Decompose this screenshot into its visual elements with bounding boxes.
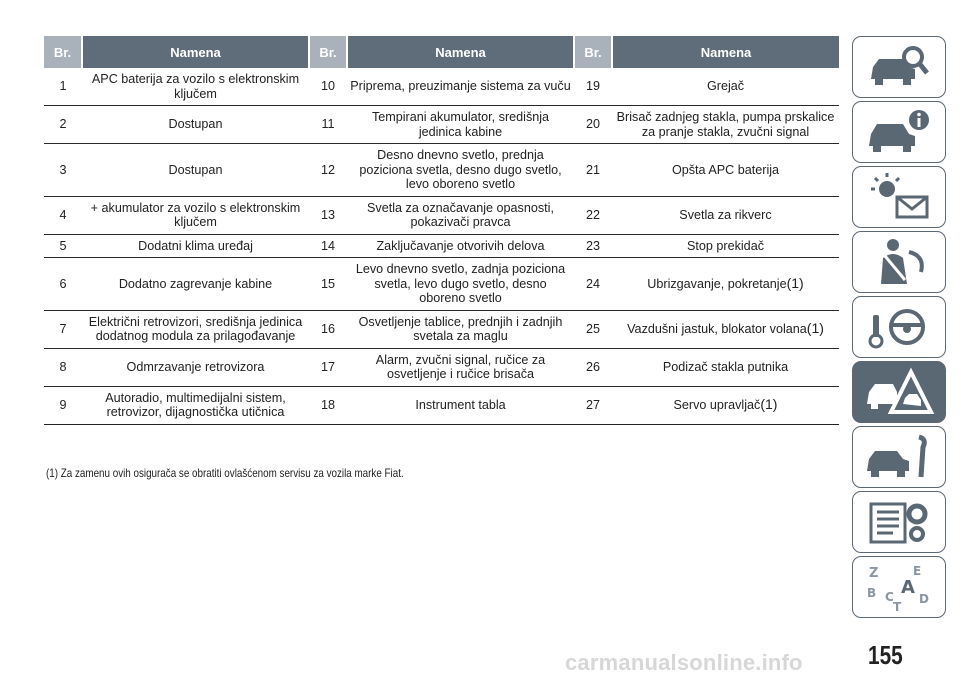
car-info-icon <box>863 106 935 158</box>
index-letter: Z <box>869 566 879 581</box>
car-search-icon <box>863 41 935 93</box>
chapter-tab-maintenance[interactable] <box>852 426 946 488</box>
table-row <box>44 258 839 311</box>
fuse-purpose <box>612 348 839 386</box>
header-purpose: Namena <box>612 36 839 68</box>
fuse-number: 24 <box>574 258 612 311</box>
header-purpose: Namena <box>347 36 574 68</box>
fuse-purpose-text: Brisač zadnjeg stakla, pumpa prskalice za pranje stakla, zvučni signal <box>616 110 835 139</box>
fuse-purpose <box>82 106 309 144</box>
index-letter: E <box>913 564 922 578</box>
fuse-number: 27 <box>574 386 612 424</box>
table-row <box>44 68 839 106</box>
fuse-number: 1 <box>44 68 82 106</box>
fuse-purpose <box>82 386 309 424</box>
fuse-table-body <box>44 68 839 424</box>
fuse-purpose <box>347 310 574 348</box>
fuse-purpose-text: Instrument tabla <box>415 397 506 412</box>
fuse-number: 10 <box>309 68 347 106</box>
fuse-number: 18 <box>309 386 347 424</box>
fuse-purpose <box>82 348 309 386</box>
alphabetical-index-icon <box>863 561 935 613</box>
fuse-purpose-text: Dostupan <box>168 162 223 177</box>
fuse-purpose-text: APC baterija za vozilo s elektronskim ključem <box>91 72 300 101</box>
chapter-tab-seats-airbag[interactable] <box>852 231 946 293</box>
chapter-tab-index[interactable] <box>852 556 946 618</box>
index-letter: T <box>893 600 902 613</box>
fuse-number: 11 <box>309 106 347 144</box>
fuse-purpose <box>612 258 839 311</box>
chapter-side-nav <box>852 36 946 621</box>
key-steering-wheel-icon <box>863 301 935 353</box>
table-row <box>44 348 839 386</box>
fuse-number: 14 <box>309 234 347 258</box>
chapter-tab-knowing-vehicle[interactable] <box>852 36 946 98</box>
fuse-purpose <box>82 310 309 348</box>
fuse-table-header <box>44 36 839 68</box>
fuse-number: 26 <box>574 348 612 386</box>
fuse-number: 17 <box>309 348 347 386</box>
fuse-purpose-text: Svetla za označavanje opasnosti, pokazivači pravca <box>367 200 554 229</box>
fuse-purpose-text: Električni retrovizori, središnja jedinica dodatnog modula za prilagođavanje <box>88 314 303 343</box>
fuse-purpose <box>82 144 309 197</box>
fuse-purpose-text: Vazdušni jastuk, blokator volana <box>627 322 807 337</box>
fuse-number: 16 <box>309 310 347 348</box>
index-letter: B <box>867 586 877 600</box>
chapter-tab-technical-data[interactable] <box>852 491 946 553</box>
chapter-tab-safety[interactable] <box>852 101 946 163</box>
table-row <box>44 310 839 348</box>
header-number: Br. <box>44 36 82 68</box>
fuse-purpose <box>82 196 309 234</box>
fuse-purpose <box>347 348 574 386</box>
table-row <box>44 196 839 234</box>
fuse-purpose-text: Zaključavanje otvorivih delova <box>376 238 545 253</box>
fuse-number: 19 <box>574 68 612 106</box>
header-purpose: Namena <box>82 36 309 68</box>
fuse-purpose <box>347 144 574 197</box>
fuse-number: 20 <box>574 106 612 144</box>
car-emergency-icon <box>863 366 935 418</box>
fuse-purpose-text: Grejač <box>706 79 745 94</box>
fuse-purpose-text: Dostupan <box>168 117 223 132</box>
fuse-purpose <box>347 258 574 311</box>
table-row <box>44 234 839 258</box>
fuse-purpose-text: Dodatno zagrevanje kabine <box>118 276 273 291</box>
fuse-purpose-text: Stop prekidač <box>686 238 764 253</box>
fuse-number: 21 <box>574 144 612 197</box>
fuse-purpose-text: Levo dnevno svetlo, zadnja poziciona svetla, levo dugo svetlo, desno oboreno svetlo <box>355 262 566 305</box>
index-letter: C <box>885 590 894 604</box>
fuse-purpose-text: + akumulator za vozilo s elektronskim ključem <box>90 200 301 229</box>
fuse-purpose-text: Alarm, zvučni signal, ručice za osvetljenje i ručice brisača <box>375 352 546 381</box>
fuse-purpose-text: Odmrzavanje retrovizora <box>126 359 265 374</box>
fuse-purpose <box>347 386 574 424</box>
fuse-number: 8 <box>44 348 82 386</box>
fuse-purpose <box>82 234 309 258</box>
fuse-purpose <box>612 144 839 197</box>
fuse-purpose-text: Opšta APC baterija <box>671 162 780 177</box>
header-number: Br. <box>574 36 612 68</box>
fuse-purpose-text: Desno dnevno svetlo, prednja poziciona svetla, desno dugo svetlo, levo oboreno svetlo <box>359 148 562 191</box>
index-letter: D <box>919 592 929 606</box>
fuse-purpose-text: Priprema, preuzimanje sistema za vuču <box>350 79 571 94</box>
page-number: 155 <box>868 640 903 670</box>
fuse-purpose-text: Tempirani akumulator, središnja jedinica kabine <box>371 110 550 139</box>
fuse-purpose <box>347 106 574 144</box>
dashboard-warning-lights-icon <box>863 171 935 223</box>
footnote-marker: (1) <box>760 396 778 413</box>
fuse-purpose <box>612 68 839 106</box>
fuse-purpose <box>612 234 839 258</box>
watermark: carmanualsonline.info <box>565 650 803 675</box>
fuse-number: 5 <box>44 234 82 258</box>
fuse-number: 23 <box>574 234 612 258</box>
header-number: Br. <box>309 36 347 68</box>
technical-data-icon <box>863 496 935 548</box>
fuse-number: 9 <box>44 386 82 424</box>
fuse-purpose <box>612 106 839 144</box>
fuse-number: 22 <box>574 196 612 234</box>
fuse-purpose <box>347 68 574 106</box>
seatbelt-airbag-icon <box>863 236 935 288</box>
fuse-number: 4 <box>44 196 82 234</box>
fuse-purpose-text: Autoradio, multimedijalni sistem, retrovizor, dijagnostička utičnica <box>105 390 286 419</box>
fuse-number: 3 <box>44 144 82 197</box>
fuse-purpose <box>82 68 309 106</box>
table-row <box>44 144 839 197</box>
fuse-number: 13 <box>309 196 347 234</box>
chapter-tab-dashboard[interactable] <box>852 166 946 228</box>
fuse-number: 6 <box>44 258 82 311</box>
footnote-marker: (1) <box>806 320 824 337</box>
fuse-purpose <box>612 196 839 234</box>
fuse-table <box>44 36 839 425</box>
fuse-number: 2 <box>44 106 82 144</box>
fuse-purpose <box>82 258 309 311</box>
table-row <box>44 106 839 144</box>
fuse-purpose <box>612 310 839 348</box>
fuse-purpose <box>347 234 574 258</box>
fuse-purpose <box>347 196 574 234</box>
fuse-number: 7 <box>44 310 82 348</box>
fuse-purpose <box>612 386 839 424</box>
fuse-purpose-text: Svetla za rikverc <box>679 207 772 222</box>
fuse-purpose-text: Osvetljenje tablice, prednjih i zadnjih svetala za maglu <box>358 314 563 343</box>
footnote-marker: (1) <box>786 275 804 291</box>
fuse-number: 12 <box>309 144 347 197</box>
chapter-tab-starting-driving[interactable] <box>852 296 946 358</box>
fuse-number: 15 <box>309 258 347 311</box>
car-maintenance-icon <box>863 431 935 483</box>
chapter-tab-emergency[interactable] <box>852 361 946 423</box>
index-letter: A <box>901 577 915 598</box>
fuse-purpose-text: Servo upravljač <box>673 398 761 413</box>
fuse-number: 25 <box>574 310 612 348</box>
fuse-purpose-text: Podizač stakla putnika <box>662 359 789 374</box>
footnote: (1) Za zamenu ovih osigurača se obratiti ovlašćenom servisu za vozila marke Fiat. <box>46 466 404 480</box>
fuse-purpose-text: Ubrizgavanje, pokretanje <box>647 277 787 291</box>
fuse-purpose-text: Dodatni klima uređaj <box>138 238 253 253</box>
table-row <box>44 386 839 424</box>
